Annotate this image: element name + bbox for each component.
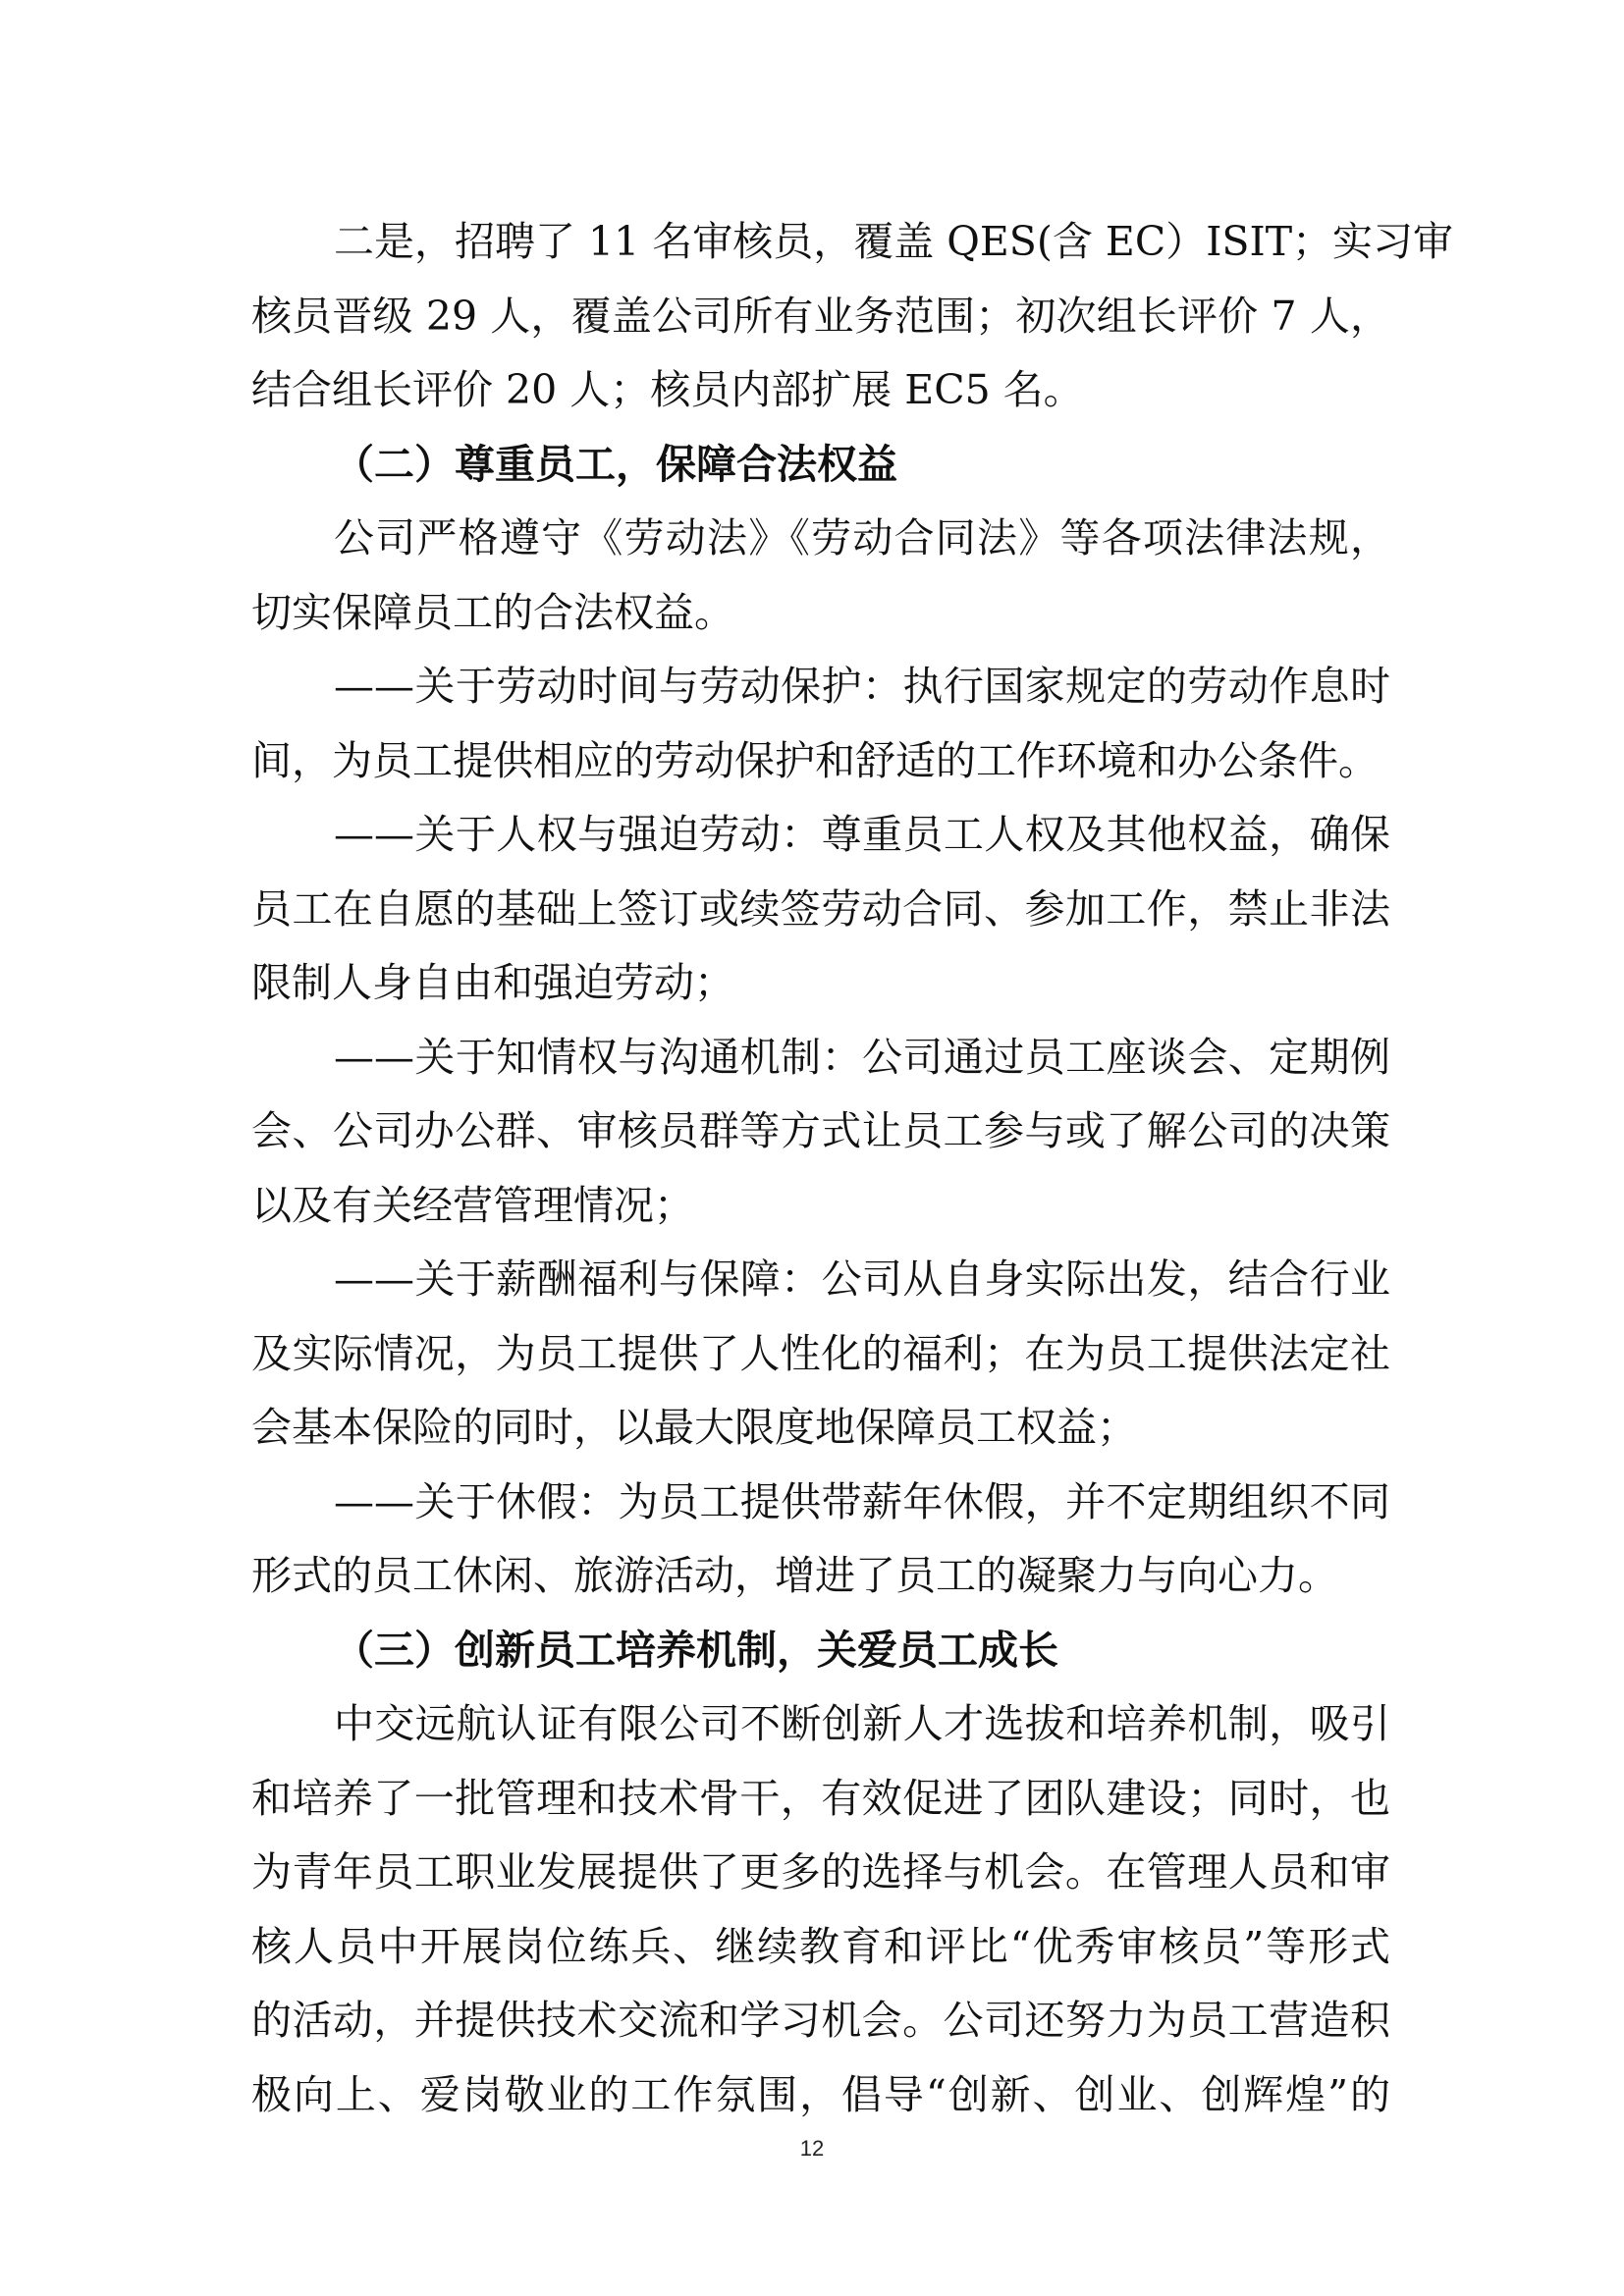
text-line: ——关于劳动时间与劳动保护：执行国家规定的劳动作息时	[334, 663, 1390, 710]
text-line: 和培养了一批管理和技术骨干，有效促进了团队建设；同时，也	[251, 1775, 1390, 1822]
text-line: ——关于知情权与沟通机制：公司通过员工座谈会、定期例	[334, 1034, 1390, 1081]
text-line: 会、公司办公群、审核员群等方式让员工参与或了解公司的决策	[251, 1107, 1390, 1154]
text-line: 员工在自愿的基础上签订或续签劳动合同、参加工作，禁止非法	[251, 885, 1390, 933]
text-line: 二是，招聘了 11 名审核员，覆盖 QES(含 EC）ISIT；实习审	[334, 218, 1454, 265]
text-line: ——关于休假：为员工提供带薪年休假，并不定期组织不同	[334, 1478, 1390, 1525]
text-line: 会基本保险的同时，以最大限度地保障员工权益；	[251, 1404, 1137, 1451]
text-line: 核人员中开展岗位练兵、继续教育和评比“优秀审核员”等形式	[251, 1923, 1390, 1970]
text-line: 中交远航认证有限公司不断创新人才选拔和培养机制，吸引	[334, 1700, 1390, 1747]
text-line: 间，为员工提供相应的劳动保护和舒适的工作环境和办公条件。	[251, 737, 1379, 784]
text-line: 以及有关经营管理情况；	[251, 1182, 694, 1229]
text-line: 结合组长评价 20 人；核员内部扩展 EC5 名。	[251, 366, 1084, 413]
text-line: 核员晋级 29 人，覆盖公司所有业务范围；初次组长评价 7 人，	[251, 293, 1390, 340]
text-line: 限制人身自由和强迫劳动；	[251, 959, 734, 1006]
text-line: 切实保障员工的合法权益。	[251, 589, 734, 636]
text-line: ——关于人权与强迫劳动：尊重员工人权及其他权益，确保	[334, 811, 1390, 858]
text-line: （二）尊重员工，保障合法权益	[334, 441, 897, 488]
text-line: 为青年员工职业发展提供了更多的选择与机会。在管理人员和审	[251, 1848, 1390, 1896]
text-line: 极向上、爱岗敬业的工作氛围，倡导“创新、创业、创辉煌”的	[251, 2071, 1390, 2118]
text-line: 及实际情况，为员工提供了人性化的福利；在为员工提供法定社	[251, 1330, 1390, 1377]
text-line: （三）创新员工培养机制，关爱员工成长	[334, 1627, 1058, 1674]
text-line: 公司严格遵守《劳动法》《劳动合同法》等各项法律法规，	[334, 514, 1390, 561]
page-number: 12	[799, 2136, 825, 2161]
text-line: 形式的员工休闲、旅游活动，增进了员工的凝聚力与向心力。	[251, 1552, 1338, 1599]
text-line: 的活动，并提供技术交流和学习机会。公司还努力为员工营造积	[251, 1997, 1390, 2044]
text-line: ——关于薪酬福利与保障：公司从自身实际出发，结合行业	[334, 1255, 1390, 1303]
